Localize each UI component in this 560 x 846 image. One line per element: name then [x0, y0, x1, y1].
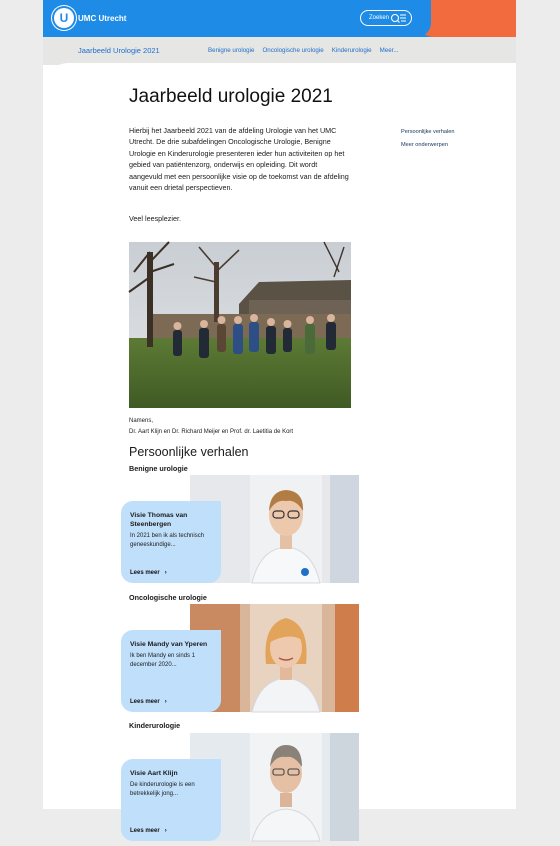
- subnav-link-oncologische[interactable]: Oncologische urologie: [262, 47, 324, 54]
- section-label-oncologische: Oncologische urologie: [129, 593, 207, 602]
- chevron-right-icon: ›: [164, 828, 167, 834]
- caption-line-1: Namens,: [129, 418, 154, 424]
- subnav-links: [208, 47, 399, 54]
- card-excerpt: Ik ben Mandy en sinds 1 december 2020...: [130, 653, 196, 668]
- team-photo: [129, 242, 351, 408]
- sidenav-item-persoonlijke-verhalen[interactable]: Persoonlijke verhalen: [401, 129, 455, 135]
- page-title: Jaarbeeld urologie 2021: [129, 86, 333, 107]
- search-button[interactable]: [360, 10, 412, 26]
- page: [43, 0, 516, 834]
- header-accent-block: [419, 0, 516, 37]
- search-menu-icon: [390, 13, 406, 23]
- subnav-link-benigne[interactable]: Benigne urologie: [208, 47, 255, 54]
- intro-text: Hierbij het Jaarbeeld 2021 van de afdeling Urologie van het UMC Utrecht. De drie subafdelingen Oncologische Urologie, Benigne Urologie en Kinderurologie presenteren ieder hun activiteiten op het gebied van patiëntenzorg, onderwijs en opleiding. Dit wordt aangevuld met een persoonlijke visie op de toekomst van de afdeling vanuit een drietal perspectieven.: [129, 126, 349, 193]
- greeting-text: Veel leesplezier.: [129, 214, 181, 223]
- umc-logo[interactable]: [54, 8, 126, 28]
- card-excerpt: In 2021 ben ik als technisch geneeskundige...: [130, 533, 205, 548]
- card-title: Visie Mandy van Yperen: [130, 641, 208, 648]
- read-more-link[interactable]: [130, 699, 167, 705]
- card-title: Visie Thomas van Steenbergen: [130, 512, 188, 528]
- subnav-link-meer[interactable]: Meer...: [379, 47, 399, 54]
- story-card-text-box: [121, 759, 221, 841]
- read-more-label: Lees meer: [130, 570, 160, 576]
- read-more-label: Lees meer: [130, 699, 160, 705]
- logo-text: UMC Utrecht: [78, 13, 127, 23]
- photo-caption: [129, 416, 293, 438]
- story-card-text-box: [121, 501, 221, 583]
- read-more-label: Lees meer: [130, 828, 160, 834]
- subnav-link-kinderurologie[interactable]: Kinderurologie: [331, 47, 372, 54]
- side-navigation: [401, 126, 454, 152]
- sub-navigation: [43, 37, 516, 65]
- chevron-right-icon: ›: [164, 699, 167, 705]
- section-label-kinderurologie: Kinderurologie: [129, 721, 181, 730]
- sidenav-item-meer-onderwerpen[interactable]: Meer onderwerpen: [401, 142, 448, 148]
- card-title: Visie Aart Klijn: [130, 770, 178, 777]
- search-label: Zoeken: [369, 15, 390, 21]
- story-card-thomas[interactable]: [121, 475, 359, 583]
- caption-line-2: Dr. Aart Klijn en Dr. Richard Meijer en Prof. dr. Laetitia de Kort: [129, 429, 294, 435]
- chevron-right-icon: ›: [164, 570, 167, 576]
- stories-heading: Persoonlijke verhalen: [129, 445, 249, 459]
- read-more-link[interactable]: [130, 828, 167, 834]
- story-card-mandy[interactable]: [121, 604, 359, 712]
- umc-logo-icon: U: [54, 8, 74, 28]
- story-card-text-box: [121, 630, 221, 712]
- story-card-aart[interactable]: [121, 733, 359, 841]
- subnav-title[interactable]: Jaarbeeld Urologie 2021: [78, 46, 160, 55]
- read-more-link[interactable]: [130, 570, 167, 576]
- card-excerpt: De kinderurologie is een betrekkelijk jong...: [130, 782, 195, 797]
- section-label-benigne: Benigne urologie: [129, 464, 188, 473]
